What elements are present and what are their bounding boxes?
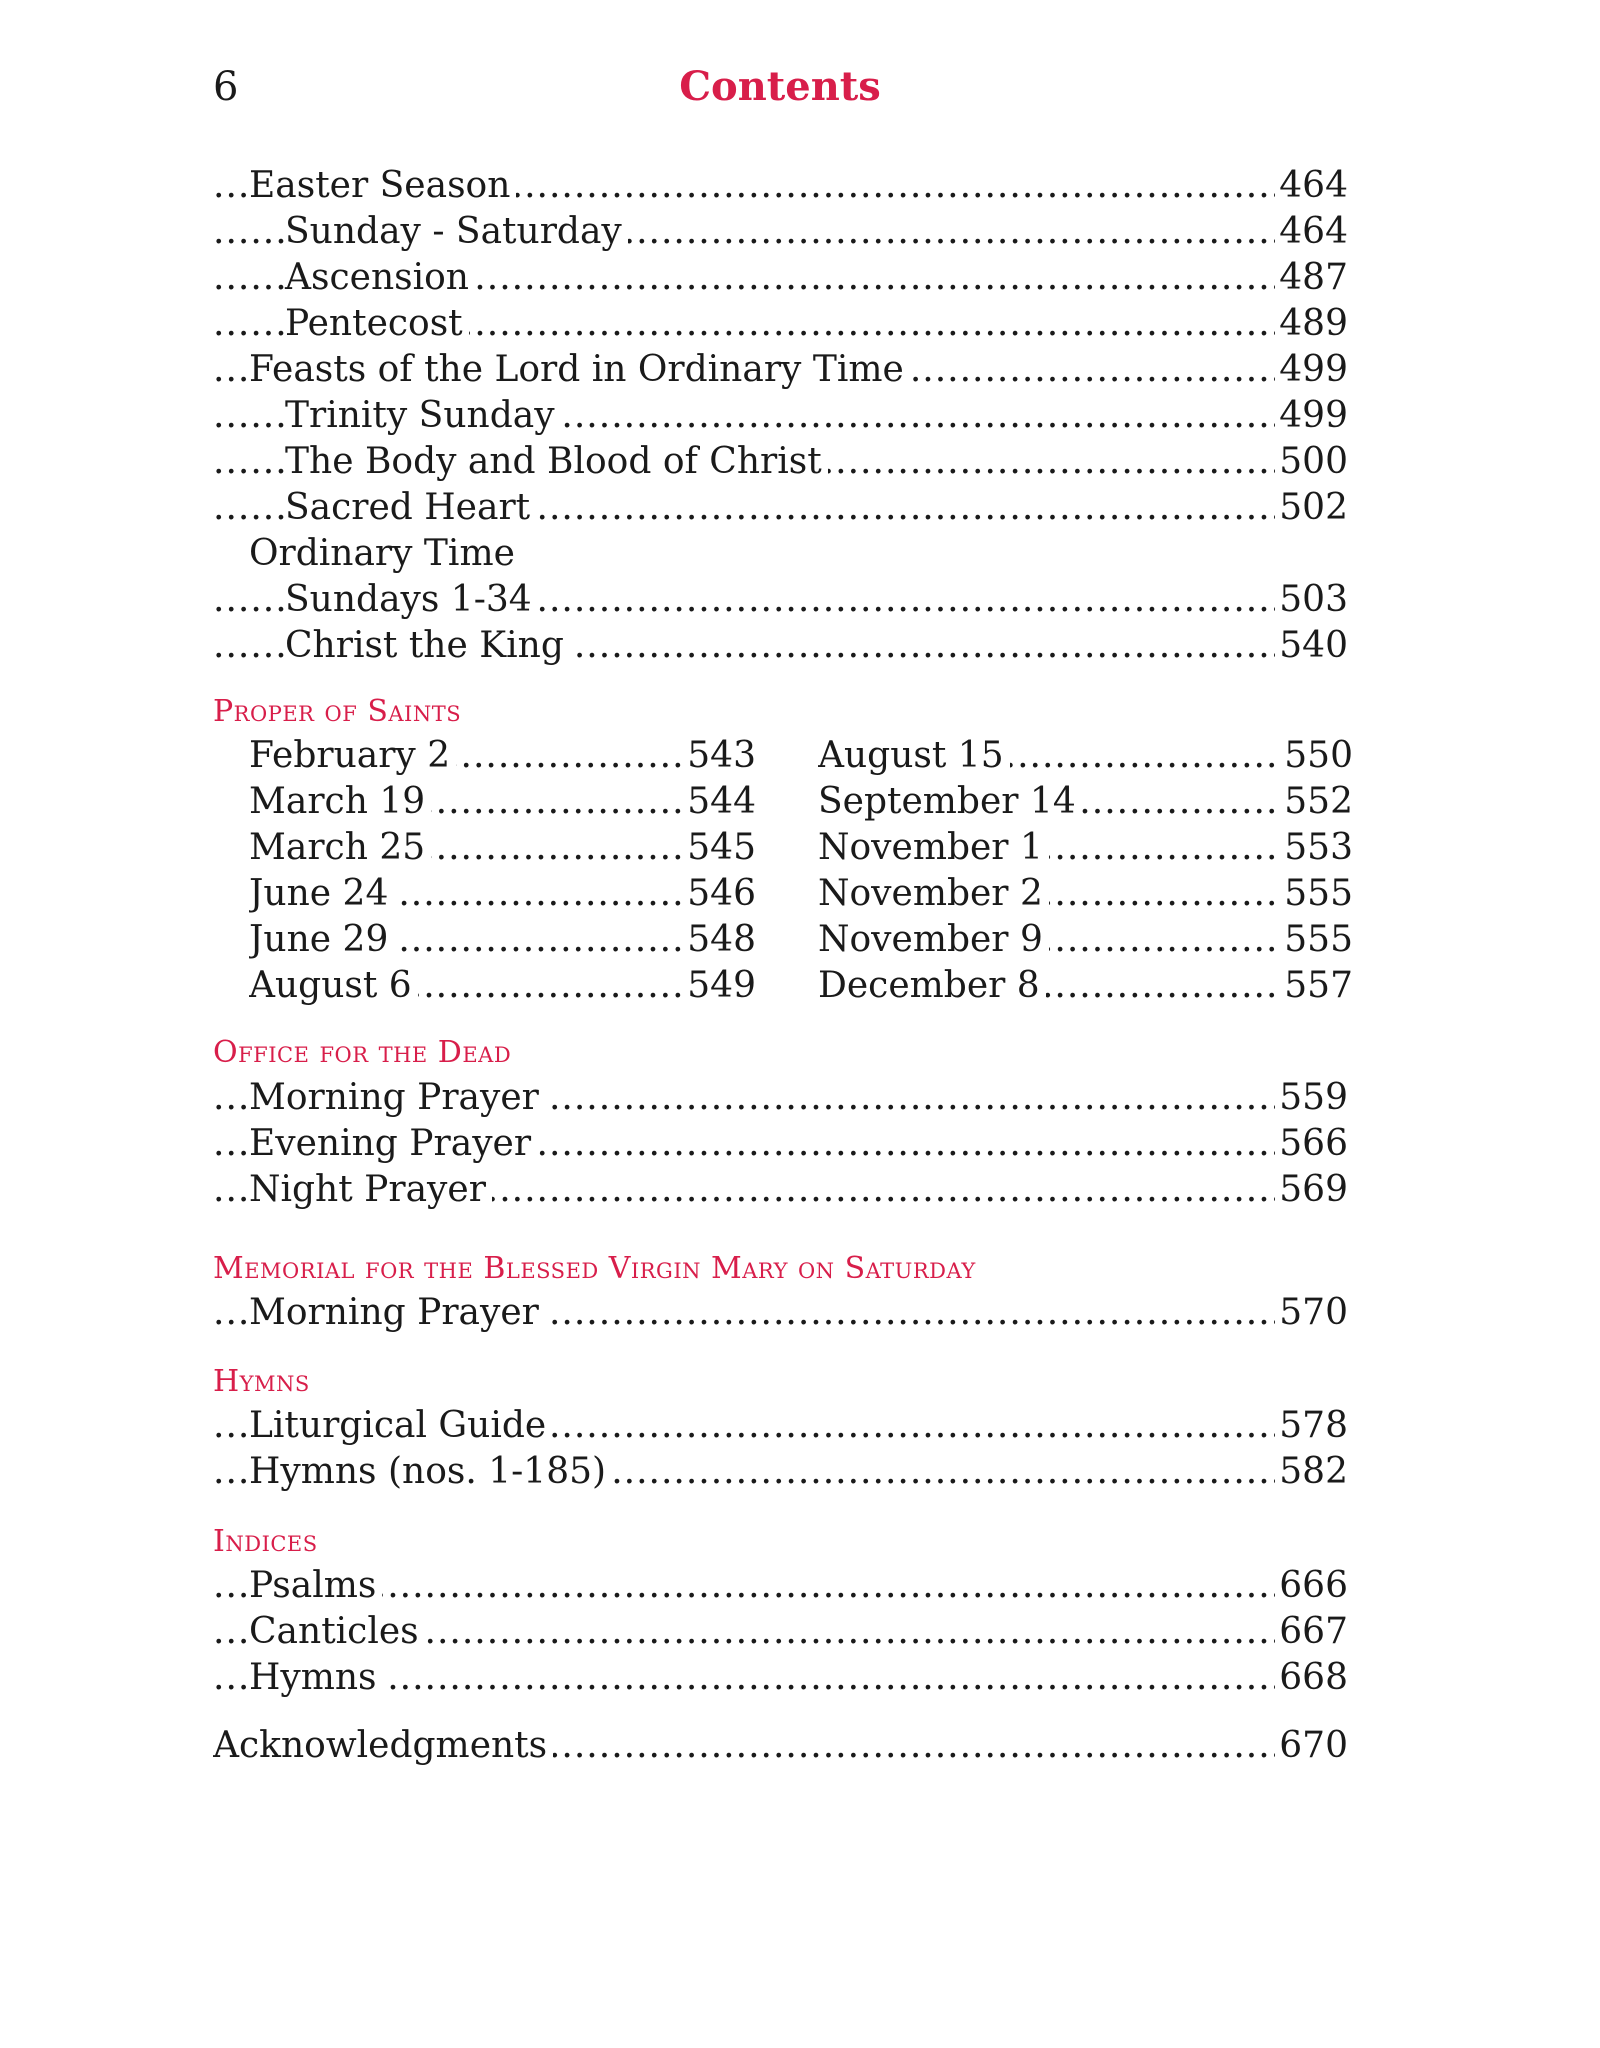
toc-entry-label: March 25 [249, 825, 431, 871]
toc-entry [249, 963, 756, 1009]
toc-entry-page-number: 503 [1275, 577, 1348, 623]
section-heading-proper-of-saints: Proper of Saints [213, 694, 462, 729]
toc-entry [213, 1075, 1348, 1121]
toc-entry [213, 255, 1348, 301]
toc-entry-label: Trinity Sunday [285, 393, 561, 439]
toc-entry-page-number: 464 [1275, 209, 1348, 255]
toc-entry-page-number: 670 [1275, 1723, 1348, 1769]
toc-entry-page-number: 548 [683, 917, 756, 963]
toc-entry [213, 623, 1348, 669]
toc-entry-page-number: 566 [1275, 1121, 1348, 1167]
toc-entry-label: Sunday - Saturday [285, 209, 628, 255]
toc-entry [249, 733, 756, 779]
toc-entry-label: Evening Prayer [249, 1121, 537, 1167]
toc-entry-label: November 9 [818, 917, 1049, 963]
toc-entry-page-number: 559 [1275, 1075, 1348, 1121]
toc-entry-label: Pentecost [285, 301, 469, 347]
toc-entry-label: Night Prayer [249, 1167, 492, 1213]
toc-acknowledgments [213, 1723, 1348, 1769]
toc-entry-label: November 1 [818, 825, 1049, 871]
toc-entry [213, 577, 1348, 623]
toc-entry-page-number: 545 [683, 825, 756, 871]
toc-seasons [213, 163, 1348, 669]
toc-entry [818, 733, 1353, 779]
section-heading-hymns: Hymns [213, 1364, 310, 1399]
toc-entry [213, 1723, 1348, 1769]
toc-entry-page-number: 500 [1275, 439, 1348, 485]
section-heading-memorial-bvm: Memorial for the Blessed Virgin Mary on Saturday [213, 1251, 976, 1286]
page-number: 6 [213, 64, 239, 110]
toc-entry [213, 1609, 1348, 1655]
toc-entry-label: August 15 [818, 733, 1010, 779]
toc-entry-page-number: 550 [1280, 733, 1353, 779]
toc-entry-page-number: 668 [1275, 1655, 1348, 1701]
toc-entry-page-number: 487 [1275, 255, 1348, 301]
toc-entry-page-number: 499 [1275, 347, 1348, 393]
toc-entry [818, 963, 1353, 1009]
toc-entry-label: Morning Prayer [249, 1075, 545, 1121]
toc-entry-page-number: 502 [1275, 485, 1348, 531]
toc-entry-label: Psalms [249, 1563, 382, 1609]
toc-entry [249, 871, 756, 917]
toc-entry-label: December 8 [818, 963, 1046, 1009]
toc-entry [249, 779, 756, 825]
toc-entry-page-number: 544 [683, 779, 756, 825]
toc-entry-label: Ascension [285, 255, 475, 301]
toc-entry-label: Ordinary Time [249, 531, 521, 577]
toc-entry-page-number: 570 [1275, 1290, 1348, 1336]
toc-entry-label: Feasts of the Lord in Ordinary Time [249, 347, 910, 393]
toc-entry [213, 1403, 1348, 1449]
toc-entry-page-number: 540 [1275, 623, 1348, 669]
toc-entry [213, 301, 1348, 347]
section-heading-indices: Indices [213, 1524, 318, 1559]
saints-right-column [818, 733, 1353, 1009]
toc-entry-page-number: 552 [1280, 779, 1353, 825]
toc-entry [818, 871, 1353, 917]
toc-entry-page-number: 553 [1280, 825, 1353, 871]
toc-entry-page-number: 499 [1275, 393, 1348, 439]
toc-entry [818, 825, 1353, 871]
toc-entry-label: The Body and Blood of Christ [285, 439, 828, 485]
toc-entry [213, 439, 1348, 485]
toc-entry-label: September 14 [818, 779, 1082, 825]
toc-entry [213, 1290, 1348, 1336]
toc-entry-label: Christ the King [285, 623, 570, 669]
toc-entry [213, 531, 1348, 577]
toc-entry [213, 1563, 1348, 1609]
toc-entry-label: Morning Prayer [249, 1290, 545, 1336]
saints-left-column [249, 733, 756, 1009]
toc-entry [818, 779, 1353, 825]
toc-entry-label: June 24 [249, 871, 394, 917]
toc-entry [213, 485, 1348, 531]
toc-entry-label: Hymns (nos. 1-185) [249, 1449, 612, 1495]
toc-entry [249, 825, 756, 871]
toc-entry-page-number: 464 [1275, 163, 1348, 209]
toc-entry-page-number: 543 [683, 733, 756, 779]
toc-entry [818, 917, 1353, 963]
toc-entry-label: Sacred Heart [285, 485, 536, 531]
toc-entry [213, 1167, 1348, 1213]
section-heading-office-for-the-dead: Office for the Dead [213, 1035, 512, 1070]
toc-entry-page-number: 666 [1275, 1563, 1348, 1609]
toc-entry-page-number: 546 [683, 871, 756, 917]
toc-entry-page-number: 555 [1280, 871, 1353, 917]
toc-entry-label: Acknowledgments [213, 1723, 553, 1769]
toc-entry [249, 917, 756, 963]
toc-entry-label: Easter Season [249, 163, 516, 209]
page-title: Contents [679, 63, 881, 110]
toc-entry-page-number: 578 [1275, 1403, 1348, 1449]
toc-entry-page-number: 569 [1275, 1167, 1348, 1213]
toc-office-for-dead [213, 1075, 1348, 1213]
toc-entry [213, 1655, 1348, 1701]
toc-indices [213, 1563, 1348, 1701]
toc-entry-page-number: 489 [1275, 301, 1348, 347]
toc-entry-label: Liturgical Guide [249, 1403, 552, 1449]
toc-entry-label: June 29 [249, 917, 394, 963]
toc-entry-label: Sundays 1-34 [285, 577, 538, 623]
toc-hymns [213, 1403, 1348, 1495]
toc-entry [213, 1121, 1348, 1167]
toc-entry [213, 393, 1348, 439]
toc-entry-label: February 2 [249, 733, 456, 779]
toc-entry-label: November 2 [818, 871, 1049, 917]
toc-entry-label: August 6 [249, 963, 418, 1009]
toc-entry-page-number: 549 [683, 963, 756, 1009]
toc-entry [213, 163, 1348, 209]
toc-entry-page-number: 582 [1275, 1449, 1348, 1495]
toc-entry-label: Hymns [249, 1655, 383, 1701]
toc-memorial-bvm [213, 1290, 1348, 1336]
toc-entry-label: March 19 [249, 779, 431, 825]
toc-entry [213, 1449, 1348, 1495]
toc-entry-page-number: 555 [1280, 917, 1353, 963]
toc-entry-page-number: 557 [1280, 963, 1353, 1009]
toc-entry-label: Canticles [249, 1609, 425, 1655]
toc-entry [213, 347, 1348, 393]
toc-entry [213, 209, 1348, 255]
toc-entry-page-number: 667 [1275, 1609, 1348, 1655]
